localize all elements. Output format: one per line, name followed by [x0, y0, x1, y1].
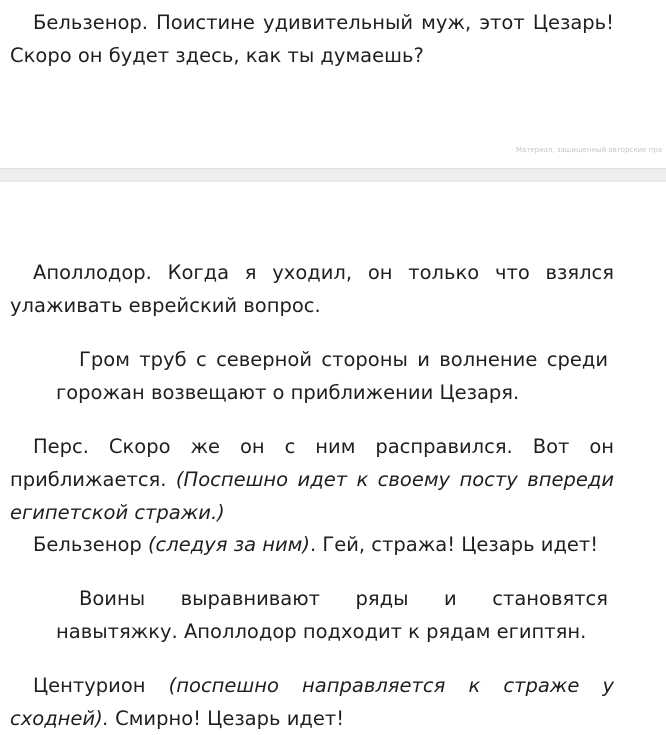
page-divider: [0, 168, 666, 182]
pers-stage-note: (Поспешно идет к своему посту впереди египетской стражи.): [10, 468, 615, 524]
belzenor-2-stage-note: (следуя за ним): [147, 533, 310, 556]
paragraph-belzenor-1: [10, 6, 614, 39]
centurion-text: Смирно! Цезарь идет!: [108, 707, 345, 730]
belzenor-line-1: Бельзенор. Поистине удивительный муж, этот Цезарь!: [33, 11, 614, 34]
apollodor-text: Аполлодор. Когда я уходил, он только что взялся улаживать еврейский вопрос.: [10, 261, 614, 317]
belzenor-2-speaker: Бельзенор: [33, 533, 148, 556]
belzenor-2-text: . Гей, стража! Цезарь идет!: [309, 533, 599, 556]
paragraph-pers: [10, 430, 614, 529]
stage-direction-trumpets-text: Гром труб с северной стороны и волнение среди горожан возвещают о приближении Цезаря.: [56, 348, 608, 404]
centurion-stage-note: (поспешно направляется к страже у сходней).: [10, 674, 615, 730]
paragraph-centurion: [10, 669, 614, 735]
paragraph-apollodor: [10, 256, 614, 322]
page-top: [0, 0, 666, 168]
stage-direction-trumpets: [56, 343, 608, 409]
paragraph-belzenor-2: [10, 528, 614, 561]
watermark: Материал, защищенный авторские пра: [515, 146, 662, 154]
paragraph-belzenor-1-cont: [10, 39, 614, 72]
centurion-speaker: Центурион: [33, 674, 169, 697]
pers-text: Перс. Скоро же он с ним расправился. Вот он приближается.: [10, 435, 614, 491]
stage-direction-warriors: [56, 582, 608, 648]
stage-direction-warriors-text: Воины выравнивают ряды и становятся навытяжку. Аполлодор подходит к рядам египтян.: [56, 587, 608, 643]
belzenor-line-2: Скоро он будет здесь, как ты думаешь?: [10, 44, 424, 67]
